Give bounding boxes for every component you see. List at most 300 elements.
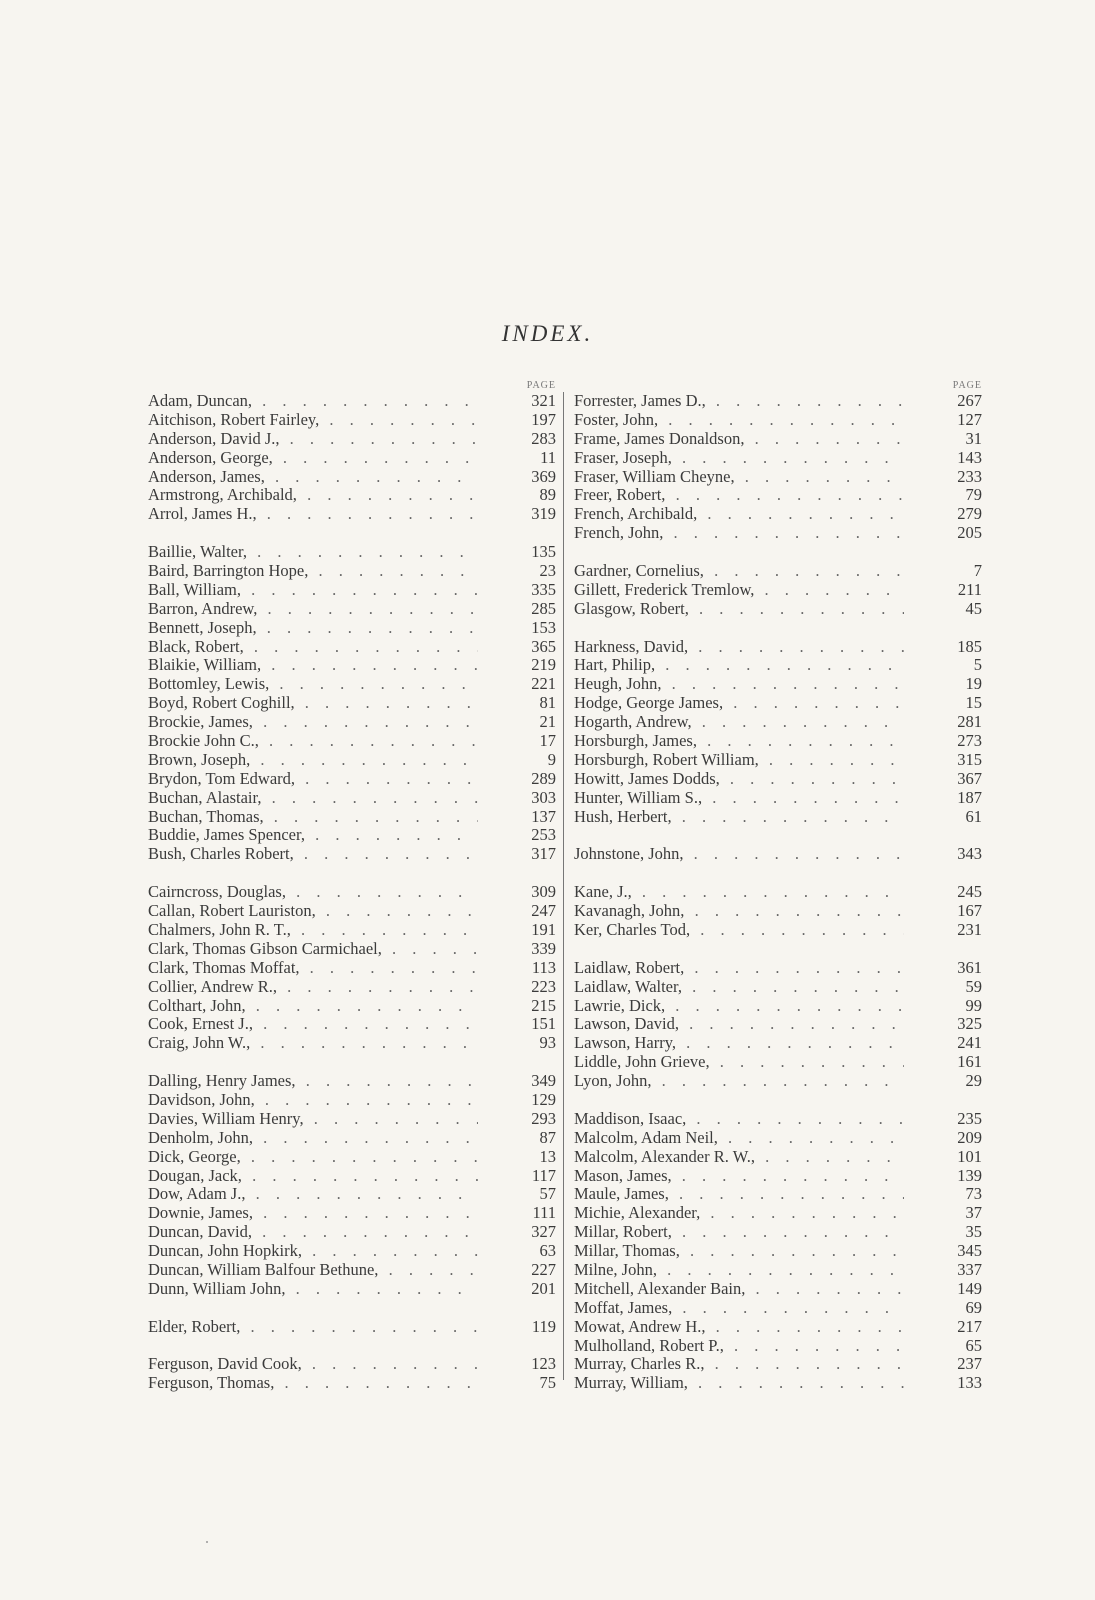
- entry-page-number: 281: [957, 712, 982, 732]
- index-entry: [148, 1091, 556, 1110]
- index-letter-gap: [574, 1091, 982, 1110]
- entry-name: Aitchison, Robert Fairley, . . .: [148, 411, 478, 430]
- index-entry: [148, 1072, 556, 1091]
- index-entry: [574, 1167, 982, 1186]
- entry-name: Frame, James Donaldson, . . .: [574, 430, 904, 449]
- entry-page-number: 185: [957, 636, 982, 656]
- entry-name: Blaikie, William, . . .: [148, 656, 478, 675]
- entry-name: Moffat, James, . . .: [574, 1299, 904, 1318]
- entry-page-number: 361: [957, 957, 982, 977]
- index-entry: [148, 808, 556, 827]
- entry-name: Dunn, William John, . . .: [148, 1280, 478, 1299]
- entry-name: Cook, Ernest J., . . .: [148, 1015, 478, 1034]
- index-entry: [148, 1204, 556, 1223]
- index-entry: [574, 713, 982, 732]
- entry-name: Cairncross, Douglas, . . .: [148, 883, 478, 902]
- index-entry: [148, 1185, 556, 1204]
- index-entry: [574, 997, 982, 1016]
- entry-name: Ker, Charles Tod, . . .: [574, 921, 904, 940]
- index-entry: [574, 751, 982, 770]
- entry-page-number: 133: [957, 1373, 982, 1393]
- index-entry: [574, 1110, 982, 1129]
- index-entry: [574, 524, 982, 543]
- index-entry: [574, 770, 982, 789]
- entry-name: Hogarth, Andrew, . . .: [574, 713, 904, 732]
- entry-page-number: 21: [539, 712, 556, 732]
- entry-page-number: 309: [531, 882, 556, 902]
- entry-page-number: 267: [957, 391, 982, 410]
- entry-name: Anderson, George, . . .: [148, 449, 478, 468]
- entry-page-number: 211: [957, 579, 982, 599]
- entry-page-number: 349: [531, 1071, 556, 1091]
- entry-name: Malcolm, Alexander R. W., . . .: [574, 1148, 904, 1167]
- entry-page-number: 111: [532, 1203, 556, 1223]
- entry-name: Denholm, John, . . .: [148, 1129, 478, 1148]
- entry-name: Dalling, Henry James, . . .: [148, 1072, 478, 1091]
- index-letter-gap: [574, 864, 982, 883]
- entry-page-number: 15: [965, 693, 982, 713]
- entry-name: Bush, Charles Robert, . . .: [148, 845, 478, 864]
- index-entry: [574, 1355, 982, 1374]
- index-entry: [574, 430, 982, 449]
- index-entry: [148, 430, 556, 449]
- entry-name: Baillie, Walter, . . .: [148, 543, 478, 562]
- index-entry: [574, 1374, 982, 1393]
- page-title: INDEX.: [501, 321, 594, 346]
- entry-page-number: 209: [957, 1127, 982, 1147]
- entry-page-number: 231: [957, 919, 982, 939]
- entry-name: Adam, Duncan, . . .: [148, 392, 478, 411]
- index-entry: [574, 675, 982, 694]
- entry-name: Laidlaw, Robert, . . .: [574, 959, 904, 978]
- entry-page-number: 45: [965, 598, 982, 618]
- entry-name: Barron, Andrew, . . .: [148, 600, 478, 619]
- entry-name: Laidlaw, Walter, . . .: [574, 978, 904, 997]
- entry-name: Bennett, Joseph, . . .: [148, 619, 478, 638]
- index-entry: [148, 1318, 556, 1337]
- index-entry: [148, 486, 556, 505]
- entry-name: Mason, James, . . .: [574, 1167, 904, 1186]
- index-letter-gap: [148, 864, 556, 883]
- entry-page-number: 11: [540, 447, 556, 467]
- entry-name: French, Archibald, . . .: [574, 505, 904, 524]
- entry-name: Millar, Robert, . . .: [574, 1223, 904, 1242]
- entry-page-number: 293: [531, 1108, 556, 1128]
- entry-name: Buchan, Alastair, . . .: [148, 789, 478, 808]
- index-column-left: [148, 380, 556, 1393]
- index-entry: [574, 562, 982, 581]
- entry-page-number: 253: [531, 825, 556, 845]
- entry-name: Kane, J., . . .: [574, 883, 904, 902]
- index-entry: [574, 1242, 982, 1261]
- entry-page-number: 217: [957, 1316, 982, 1336]
- entry-page-number: 65: [965, 1335, 982, 1355]
- entry-page-number: 31: [965, 428, 982, 448]
- entry-page-number: 237: [957, 1354, 982, 1374]
- entry-page-number: 289: [531, 768, 556, 788]
- entry-page-number: 59: [965, 976, 982, 996]
- paper-speck: [206, 1541, 208, 1543]
- index-entry: [148, 959, 556, 978]
- index-entry: [148, 392, 556, 411]
- index-entry: [148, 826, 556, 845]
- page-column-header: PAGE: [952, 380, 982, 391]
- index-entry: [148, 675, 556, 694]
- entry-page-number: 161: [957, 1052, 982, 1072]
- entry-page-number: 61: [965, 806, 982, 826]
- entry-page-number: 365: [531, 636, 556, 656]
- entry-name: Johnstone, John, . . .: [574, 845, 904, 864]
- entry-name: Clark, Thomas Gibson Carmichael, . . .: [148, 940, 478, 959]
- entry-page-number: 87: [539, 1127, 556, 1147]
- entry-name: Bottomley, Lewis, . . .: [148, 675, 478, 694]
- entry-name: Brockie, James, . . .: [148, 713, 478, 732]
- entry-name: Duncan, John Hopkirk, . . .: [148, 1242, 478, 1261]
- index-entry: [574, 1015, 982, 1034]
- entry-page-number: 23: [539, 561, 556, 581]
- index-entry: [574, 1299, 982, 1318]
- entry-page-number: 93: [539, 1033, 556, 1053]
- index-entry: [148, 468, 556, 487]
- entry-name: Hush, Herbert, . . .: [574, 808, 904, 827]
- index-entry: [574, 1185, 982, 1204]
- entry-name: Hodge, George James, . . .: [574, 694, 904, 713]
- entry-name: Gillett, Frederick Tremlow, . . .: [574, 581, 904, 600]
- index-entry: [148, 656, 556, 675]
- index-entry: [148, 619, 556, 638]
- entry-name: Dick, George, . . .: [148, 1148, 478, 1167]
- entry-name: Mulholland, Robert P., . . .: [574, 1337, 904, 1356]
- entry-page-number: 325: [957, 1014, 982, 1034]
- entry-name: Duncan, David, . . .: [148, 1223, 478, 1242]
- entry-page-number: 283: [531, 428, 556, 448]
- entry-page-number: 113: [531, 957, 556, 977]
- entry-page-number: 99: [965, 995, 982, 1015]
- index-letter-gap: [148, 1337, 556, 1356]
- index-entry: [148, 883, 556, 902]
- entry-name: Mitchell, Alexander Bain, . . .: [574, 1280, 904, 1299]
- entry-name: Duncan, William Balfour Bethune, . . .: [148, 1261, 478, 1280]
- index-entries-right: [574, 392, 982, 1393]
- entry-page-number: 339: [531, 938, 556, 958]
- entry-page-number: 315: [957, 749, 982, 769]
- entry-name: Anderson, David J., . . .: [148, 430, 478, 449]
- entry-page-number: 191: [531, 919, 556, 939]
- entry-page-number: 245: [957, 882, 982, 902]
- entry-page-number: 149: [957, 1278, 982, 1298]
- entry-page-number: 167: [957, 901, 982, 921]
- entry-page-number: 75: [539, 1373, 556, 1393]
- entry-page-number: 117: [531, 1165, 556, 1185]
- entry-name: Lawson, David, . . .: [574, 1015, 904, 1034]
- entry-name: Arrol, James H., . . .: [148, 505, 478, 524]
- entry-page-number: 137: [531, 806, 556, 826]
- entry-name: Brown, Joseph, . . .: [148, 751, 478, 770]
- index-entry: [148, 921, 556, 940]
- index-entry: [574, 921, 982, 940]
- entry-name: Anderson, James, . . .: [148, 468, 478, 487]
- entry-page-number: 79: [965, 485, 982, 505]
- index-letter-gap: [148, 524, 556, 543]
- entry-page-number: 319: [531, 504, 556, 524]
- index-entry: [148, 1015, 556, 1034]
- entry-page-number: 235: [957, 1108, 982, 1128]
- entry-page-number: 273: [957, 731, 982, 751]
- entry-page-number: 101: [957, 1146, 982, 1166]
- index-entry: [574, 1337, 982, 1356]
- entry-name: Forrester, James D., . . .: [574, 392, 904, 411]
- entry-name: Kavanagh, John, . . .: [574, 902, 904, 921]
- entry-name: Davidson, John, . . .: [148, 1091, 478, 1110]
- index-entry: [574, 902, 982, 921]
- entry-name: Maddison, Isaac, . . .: [574, 1110, 904, 1129]
- index-letter-gap: [574, 543, 982, 562]
- index-entry: [574, 694, 982, 713]
- entry-page-number: 219: [531, 655, 556, 675]
- index-letter-gap: [574, 826, 982, 845]
- entry-page-number: 13: [539, 1146, 556, 1166]
- entry-name: Glasgow, Robert, . . .: [574, 600, 904, 619]
- entry-page-number: 321: [531, 391, 556, 410]
- entry-name: Brockie John C., . . .: [148, 732, 478, 751]
- entry-page-number: 9: [547, 749, 556, 769]
- index-entry: [148, 505, 556, 524]
- index-entry: [148, 694, 556, 713]
- index-entry: [574, 1148, 982, 1167]
- entry-name: Murray, Charles R., . . .: [574, 1355, 904, 1374]
- entry-name: Dow, Adam J., . . .: [148, 1185, 478, 1204]
- index-entry: [148, 1148, 556, 1167]
- index-letter-gap: [574, 940, 982, 959]
- index-entry: [574, 468, 982, 487]
- entry-page-number: 119: [531, 1316, 556, 1336]
- entry-name: Horsburgh, Robert William, . . .: [574, 751, 904, 770]
- entry-name: Michie, Alexander, . . .: [574, 1204, 904, 1223]
- entry-name: Callan, Robert Lauriston, . . .: [148, 902, 478, 921]
- entry-name: Howitt, James Dodds, . . .: [574, 770, 904, 789]
- index-entry: [148, 562, 556, 581]
- index-entry: [148, 600, 556, 619]
- index-entry: [148, 1242, 556, 1261]
- entry-name: Clark, Thomas Moffat, . . .: [148, 959, 478, 978]
- entry-page-number: 143: [957, 447, 982, 467]
- entry-name: Buchan, Thomas, . . .: [148, 808, 478, 827]
- index-entry: [148, 1280, 556, 1299]
- entry-page-number: 197: [531, 409, 556, 429]
- entry-name: Hart, Philip, . . .: [574, 656, 904, 675]
- index-entry: [574, 1072, 982, 1091]
- entry-page-number: 81: [539, 693, 556, 713]
- entry-name: Ball, William, . . .: [148, 581, 478, 600]
- entry-page-number: 279: [957, 504, 982, 524]
- entry-name: Lawson, Harry, . . .: [574, 1034, 904, 1053]
- entry-name: Armstrong, Archibald, . . .: [148, 486, 478, 505]
- entry-page-number: 69: [965, 1297, 982, 1317]
- index-entry: [148, 997, 556, 1016]
- entry-name: Boyd, Robert Coghill, . . .: [148, 694, 478, 713]
- entry-name: Lyon, John, . . .: [574, 1072, 904, 1091]
- index-letter-gap: [148, 1299, 556, 1318]
- index-entry: [574, 1318, 982, 1337]
- entry-page-number: 241: [957, 1033, 982, 1053]
- entry-page-number: 127: [957, 409, 982, 429]
- index-entry: [148, 1374, 556, 1393]
- entry-name: Dougan, Jack, . . .: [148, 1167, 478, 1186]
- index-entry: [574, 581, 982, 600]
- index-entry: [148, 581, 556, 600]
- index-entry: [574, 1280, 982, 1299]
- index-entry: [148, 770, 556, 789]
- index-entry: [574, 392, 982, 411]
- entry-page-number: 5: [973, 655, 982, 675]
- entry-page-number: 73: [965, 1184, 982, 1204]
- entry-name: Mowat, Andrew H., . . .: [574, 1318, 904, 1337]
- entry-name: French, John, . . .: [574, 524, 904, 543]
- index-letter-gap: [574, 619, 982, 638]
- entry-page-number: 205: [957, 523, 982, 543]
- entry-name: Ferguson, Thomas, . . .: [148, 1374, 478, 1393]
- entry-page-number: 139: [957, 1165, 982, 1185]
- entry-page-number: 63: [539, 1241, 556, 1261]
- entry-name: Black, Robert, . . .: [148, 638, 478, 657]
- index-entry: [574, 789, 982, 808]
- entry-name: Baird, Barrington Hope, . . .: [148, 562, 478, 581]
- entry-name: Maule, James, . . .: [574, 1185, 904, 1204]
- entry-page-number: 17: [539, 731, 556, 751]
- entry-name: Millar, Thomas, . . .: [574, 1242, 904, 1261]
- index-entry: [148, 1223, 556, 1242]
- entry-name: Heugh, John, . . .: [574, 675, 904, 694]
- entry-page-number: 327: [531, 1222, 556, 1242]
- entry-name: Fraser, Joseph, . . .: [574, 449, 904, 468]
- entry-name: Malcolm, Adam Neil, . . .: [574, 1129, 904, 1148]
- entry-page-number: 317: [531, 844, 556, 864]
- index-entry: [148, 845, 556, 864]
- index-entry: [148, 1167, 556, 1186]
- index-entry: [148, 902, 556, 921]
- index-entry: [574, 600, 982, 619]
- entry-name: Craig, John W., . . .: [148, 1034, 478, 1053]
- index-entry: [574, 1053, 982, 1072]
- entry-name: Horsburgh, James, . . .: [574, 732, 904, 751]
- entry-name: Elder, Robert, . . .: [148, 1318, 478, 1337]
- column-divider: [563, 392, 564, 1380]
- index-entry: [574, 638, 982, 657]
- entry-page-number: 201: [531, 1278, 556, 1298]
- entry-page-number: 223: [531, 976, 556, 996]
- entry-page-number: 367: [957, 768, 982, 788]
- entry-page-number: 337: [957, 1259, 982, 1279]
- index-entries-left: [148, 392, 556, 1393]
- index-entry: [148, 713, 556, 732]
- index-entry: [574, 883, 982, 902]
- entry-name: Buddie, James Spencer, . . .: [148, 826, 478, 845]
- index-entry: [574, 959, 982, 978]
- index-entry: [148, 411, 556, 430]
- entry-page-number: 285: [531, 598, 556, 618]
- entry-page-number: 221: [531, 674, 556, 694]
- index-entry: [574, 656, 982, 675]
- entry-page-number: 135: [531, 542, 556, 562]
- entry-page-number: 233: [957, 466, 982, 486]
- index-entry: [148, 1261, 556, 1280]
- entry-name: Harkness, David, . . .: [574, 638, 904, 657]
- entry-page-number: 227: [531, 1259, 556, 1279]
- entry-page-number: 35: [965, 1222, 982, 1242]
- index-column-right: [574, 380, 982, 1393]
- entry-page-number: 19: [965, 674, 982, 694]
- entry-name: Colthart, John, . . .: [148, 997, 478, 1016]
- entry-page-number: 247: [531, 901, 556, 921]
- entry-page-number: 215: [531, 995, 556, 1015]
- entry-page-number: 335: [531, 579, 556, 599]
- index-entry: [148, 1129, 556, 1148]
- index-entry: [148, 978, 556, 997]
- index-entry: [574, 732, 982, 751]
- entry-name: Lawrie, Dick, . . .: [574, 997, 904, 1016]
- index-entry: [574, 978, 982, 997]
- index-entry: [574, 1034, 982, 1053]
- index-entry: [574, 486, 982, 505]
- entry-name: Chalmers, John R. T., . . .: [148, 921, 478, 940]
- index-entry: [148, 789, 556, 808]
- entry-name: Brydon, Tom Edward, . . .: [148, 770, 478, 789]
- entry-page-number: 123: [531, 1354, 556, 1374]
- entry-name: Freer, Robert, . . .: [574, 486, 904, 505]
- entry-name: Gardner, Cornelius, . . .: [574, 562, 904, 581]
- index-entry: [148, 732, 556, 751]
- entry-page-number: 345: [957, 1241, 982, 1261]
- index-entry: [574, 1204, 982, 1223]
- entry-page-number: 187: [957, 787, 982, 807]
- entry-name: Downie, James, . . .: [148, 1204, 478, 1223]
- entry-name: Davies, William Henry, . . .: [148, 1110, 478, 1129]
- entry-name: Ferguson, David Cook, . . .: [148, 1355, 478, 1374]
- entry-page-number: 151: [531, 1014, 556, 1034]
- entry-page-number: 57: [539, 1184, 556, 1204]
- index-entry: [574, 505, 982, 524]
- entry-page-number: 7: [973, 561, 982, 581]
- page-column-header: PAGE: [526, 380, 556, 391]
- entry-name: Collier, Andrew R., . . .: [148, 978, 478, 997]
- index-entry: [148, 940, 556, 959]
- entry-name: Foster, John, . . .: [574, 411, 904, 430]
- index-entry: [148, 1110, 556, 1129]
- index-entry: [574, 808, 982, 827]
- entry-page-number: 129: [531, 1089, 556, 1109]
- entry-page-number: 343: [957, 844, 982, 864]
- index-entry: [148, 1355, 556, 1374]
- entry-name: Milne, John, . . .: [574, 1261, 904, 1280]
- entry-name: Murray, William, . . .: [574, 1374, 904, 1393]
- index-entry: [574, 1129, 982, 1148]
- entry-page-number: 303: [531, 787, 556, 807]
- entry-page-number: 153: [531, 617, 556, 637]
- entry-name: Hunter, William S., . . .: [574, 789, 904, 808]
- index-entry: [148, 1034, 556, 1053]
- entry-name: Fraser, William Cheyne, . . .: [574, 468, 904, 487]
- index-entry: [574, 1261, 982, 1280]
- entry-page-number: 29: [965, 1071, 982, 1091]
- entry-page-number: 89: [539, 485, 556, 505]
- index-entry: [574, 1223, 982, 1242]
- index-entry: [148, 543, 556, 562]
- index-letter-gap: [148, 1053, 556, 1072]
- entry-page-number: 369: [531, 466, 556, 486]
- index-entry: [148, 638, 556, 657]
- index-entry: [574, 449, 982, 468]
- index-entry: [574, 845, 982, 864]
